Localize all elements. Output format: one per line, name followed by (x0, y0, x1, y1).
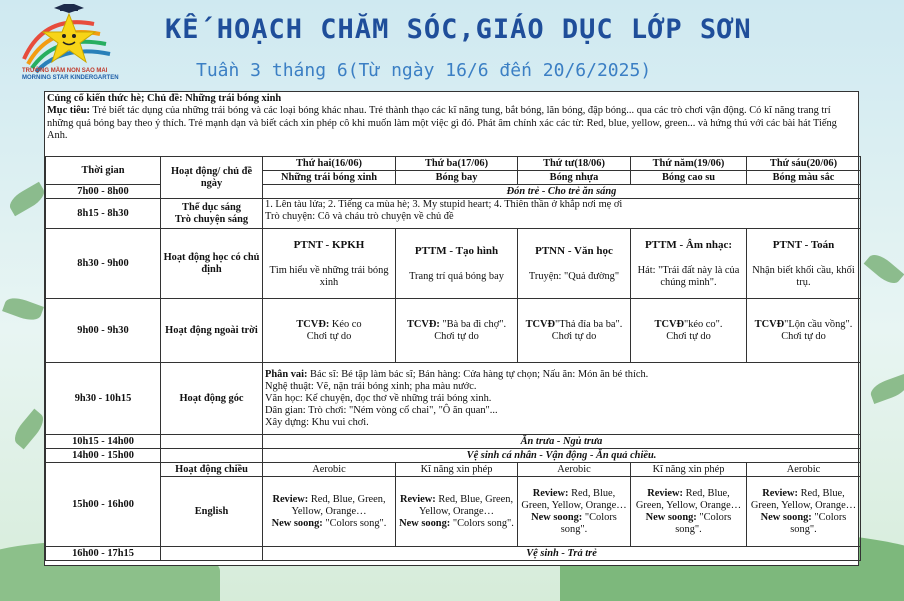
col-header-day: Thứ ba(17/06) (396, 157, 518, 171)
english-cell (396, 477, 518, 547)
song-text: "Colors song". (790, 511, 847, 535)
activity-cell: Hoạt động học có chủ định (161, 229, 263, 299)
merged-cell: Vệ sinh cá nhân - Vận động - Ăn quả chiều. (263, 449, 861, 463)
merged-cell (263, 363, 861, 435)
song-text: "Colors song". (675, 511, 732, 535)
day-topic: Bóng màu sắc (747, 171, 861, 185)
song-text: "Colors song". (322, 517, 387, 529)
review-label: Review: (272, 493, 309, 505)
table-row (46, 477, 861, 547)
leaf-decoration (868, 374, 904, 404)
review-label: Review: (762, 487, 798, 499)
review-text: Red, Blue, Green, Yellow, Orange… (291, 493, 386, 517)
song-text: "Colors song". (560, 511, 617, 535)
intro-block (47, 93, 857, 142)
theme-line: Củng cố kiến thức hè; Chủ đề: Những trái bóng xinh (47, 93, 282, 104)
review-text: Red, Blue, Green, Yellow, Orange… (521, 487, 627, 511)
afternoon-cell: Aerobic (263, 463, 396, 477)
leaf-decoration (2, 294, 44, 324)
game-label: TCVĐ (754, 318, 785, 330)
col-header-activity: Hoạt động/ chủ đề ngày (161, 157, 263, 199)
leaf-decoration (864, 250, 904, 288)
day-topic: Bóng bay (396, 171, 518, 185)
song-label: New soong: (399, 517, 451, 529)
game-name: Kéo co (329, 318, 362, 330)
game-name: "Thả đỉa ba ba". (555, 318, 623, 330)
exercise-list: 1. Lên tàu lửa; 2. Tiếng ca mùa hè; 3. My stupid heart; 4. Thiên thần ở khắp nơi mẹ ơi (265, 199, 623, 210)
game-label: TCVĐ (654, 318, 684, 330)
afternoon-cell: Aerobic (747, 463, 861, 477)
time-cell: 9h30 - 10h15 (46, 363, 161, 435)
time-cell: 16h00 - 17h15 (46, 547, 161, 561)
day-topic: Bóng nhựa (518, 171, 631, 185)
table-row (46, 363, 861, 435)
activity-cell (161, 199, 263, 229)
outdoor-cell (263, 299, 396, 363)
table-row (46, 547, 861, 561)
merged-cell: Đón trẻ - Cho trẻ ăn sáng (263, 185, 861, 199)
empty-cell (161, 435, 263, 449)
corner-folk: Dân gian: Trò chơi: "Ném vòng cổ chai", "Ô ăn quan"... (265, 404, 498, 416)
review-label: Review: (647, 487, 683, 499)
page-title: KẾ HOẠCH CHĂM SÓC,GIÁO DỤC LỚP SƠN (165, 14, 752, 45)
lesson-cell (396, 229, 518, 299)
game-name: "Bà ba đi chợ". (439, 318, 507, 330)
merged-cell (263, 199, 861, 229)
table-row (46, 435, 861, 449)
song-label: New soong: (760, 511, 812, 523)
col-header-day: Thứ sáu(20/06) (747, 157, 861, 171)
lesson-subject: PTNT - KPKH (293, 238, 365, 251)
table-row (46, 229, 861, 299)
plan-sheet (44, 91, 859, 566)
col-header-day: Thứ năm(19/06) (631, 157, 747, 171)
corner-literature: Văn học: Kể chuyện, đọc thơ về những trái bóng xinh. (265, 392, 492, 404)
table-row (46, 199, 861, 229)
empty-cell (161, 449, 263, 463)
activity-cell: Hoạt động ngoài trời (161, 299, 263, 363)
review-text: Red, Blue, Green, Yellow, Orange… (635, 487, 742, 511)
afternoon-cell: Kĩ năng xin phép (396, 463, 518, 477)
lesson-content: Trang trí quả bóng bay (409, 270, 504, 282)
time-cell: 14h00 - 15h00 (46, 449, 161, 463)
page-subtitle: Tuần 3 tháng 6(Từ ngày 16/6 đến 20/6/2025) (196, 60, 652, 81)
schedule-table (45, 156, 861, 561)
time-cell: 8h15 - 8h30 (46, 199, 161, 229)
review-label: Review: (532, 487, 569, 499)
english-cell (631, 477, 747, 547)
merged-cell: Vệ sinh - Trả trẻ (263, 547, 861, 561)
lesson-subject: PTNN - Văn học (535, 244, 613, 257)
roles-text: Bác sĩ: Bé tập làm bác sĩ; Bán hàng: Cửa hàng tự chọn; Nấu ăn: Món ăn bé thích. (307, 368, 649, 380)
free-play: Chơi tự do (666, 330, 711, 342)
corner-build: Xây dựng: Khu vui chơi. (265, 416, 369, 428)
review-text: Red, Blue, Green, Yellow, Orange… (750, 487, 857, 511)
game-label: TCVĐ (525, 318, 556, 330)
empty-cell (161, 547, 263, 561)
review-label: Review: (399, 493, 436, 505)
song-label: New soong: (271, 517, 323, 529)
review-text: Red, Blue, Green, Yellow, Orange… (418, 493, 514, 517)
lesson-subject: PTTM - Tạo hình (414, 244, 499, 257)
song-text: "Colors song". (450, 517, 514, 529)
time-cell: 10h15 - 14h00 (46, 435, 161, 449)
song-label: New soong: (645, 511, 697, 523)
free-play: Chơi tự do (781, 330, 826, 342)
table-header-row (46, 157, 861, 171)
game-label: TCVĐ: (296, 318, 330, 330)
merged-cell: Ăn trưa - Ngủ trưa (263, 435, 861, 449)
outdoor-cell (396, 299, 518, 363)
afternoon-cell: Aerobic (518, 463, 631, 477)
col-header-day: Thứ hai(16/06) (263, 157, 396, 171)
afternoon-cell: Kĩ năng xin phép (631, 463, 747, 477)
free-play: Chơi tự do (306, 330, 352, 342)
outdoor-cell (631, 299, 747, 363)
activity-cell: Hoạt động chiều (161, 463, 263, 477)
outdoor-cell (747, 299, 861, 363)
free-play: Chơi tự do (434, 330, 479, 342)
game-name: "Lộn cầu vồng". (784, 318, 853, 330)
outdoor-cell (518, 299, 631, 363)
time-cell: 8h30 - 9h00 (46, 229, 161, 299)
lesson-content: Nhận biết khối cầu, khối trụ. (752, 264, 855, 288)
time-cell: 9h00 - 9h30 (46, 299, 161, 363)
objective-text: Trẻ biết tác dụng của những trái bóng và các loại bóng khác nhau. Trẻ thành thạo các kĩ năng tung, bắt bóng, lăn bóng, đập bóng... qua các trò chơi vận động. Có kĩ năng trang trí những quả bóng bay theo ý thích. Trẻ mạnh dạn và biết cách xin phép cô khi muốn làm một việc gì đó. Phát âm chính xác các từ: Red, blue, yellow, green... và hứng thú với các bài hát Tiếng Anh. (47, 105, 837, 141)
lesson-subject: PTTM - Âm nhạc: (644, 238, 733, 251)
col-header-time: Thời gian (46, 157, 161, 185)
lesson-cell (631, 229, 747, 299)
leaf-decoration (10, 409, 48, 450)
day-topic: Bóng cao su (631, 171, 747, 185)
lesson-content: Tìm hiểu về những trái bóng xinh (269, 264, 389, 288)
english-cell (518, 477, 631, 547)
logo-text: MORNING STAR KINDERGARTEN (22, 75, 119, 81)
corner-art: Nghệ thuật: Vẽ, nặn trái bóng xinh; pha màu nước. (265, 380, 477, 392)
game-label: TCVĐ: (406, 318, 440, 330)
activity-cell: English (161, 477, 263, 547)
col-header-day: Thứ tư(18/06) (518, 157, 631, 171)
day-topic: Những trái bóng xinh (263, 171, 396, 185)
time-cell: 7h00 - 8h00 (46, 185, 161, 199)
objective-label: Mục tiêu: (47, 105, 90, 117)
song-label: New soong: (531, 511, 583, 523)
talk-text: Trò chuyện: Cô và cháu trò chuyện về chủ đề (265, 211, 454, 222)
activity-label: Thể dục sáng (182, 201, 241, 213)
lesson-cell (518, 229, 631, 299)
table-row (46, 449, 861, 463)
roles-label: Phân vai: (265, 368, 308, 380)
lesson-content: Hát: "Trái đất này là của chúng mình". (637, 264, 740, 288)
lesson-cell (747, 229, 861, 299)
english-cell (263, 477, 396, 547)
game-name: "kéo co". (683, 318, 723, 330)
lesson-cell (263, 229, 396, 299)
time-cell: 15h00 - 16h00 (46, 463, 161, 547)
logo-text: TRƯỜNG MẦM NON SAO MAI (22, 68, 108, 74)
leaf-decoration (6, 182, 48, 217)
lesson-content: Truyện: "Quả đường" (528, 270, 620, 282)
table-row (46, 299, 861, 363)
free-play: Chơi tự do (551, 330, 597, 342)
english-cell (747, 477, 861, 547)
activity-cell: Hoạt động góc (161, 363, 263, 435)
table-row (46, 463, 861, 477)
activity-label: Trò chuyện sáng (174, 213, 249, 225)
lesson-subject: PTNT - Toán (772, 238, 835, 251)
